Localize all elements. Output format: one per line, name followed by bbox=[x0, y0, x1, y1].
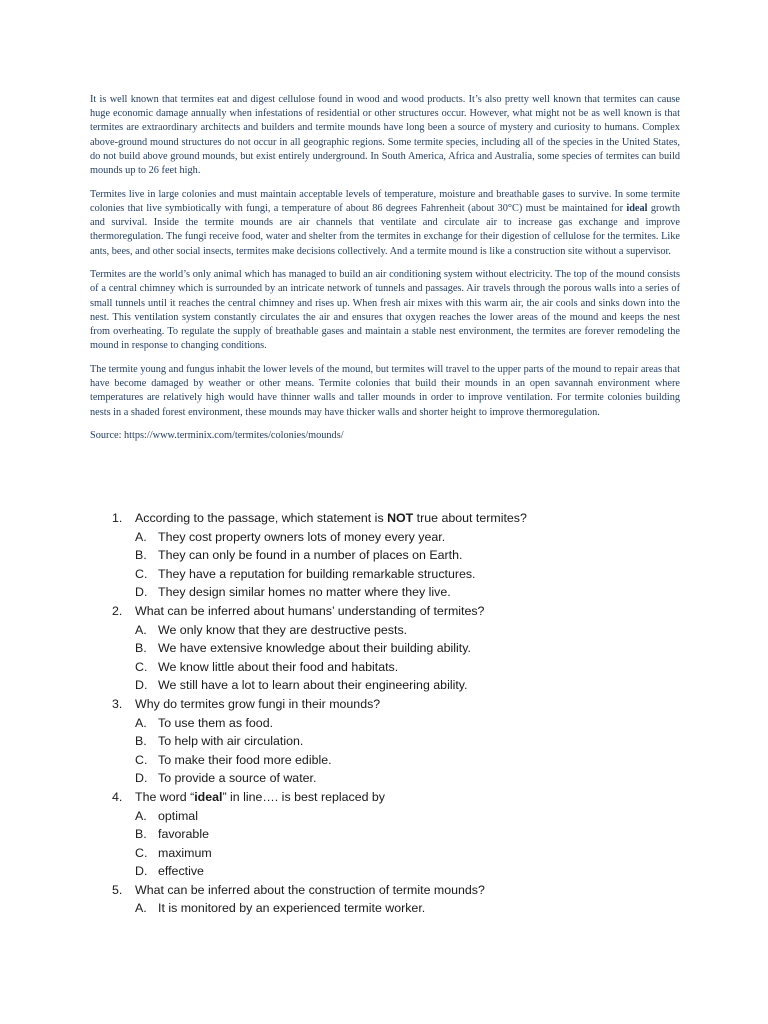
option-letter: C. bbox=[135, 752, 148, 767]
passage-paragraph-1: It is well known that termites eat and digest cellulose found in wood and wood products. It’s also pretty well known that termites can cause huge economic damage annually when infestations of residential or other structures occur. However, what might not be as well known is that termites are extraordinary architects and builders and termite mounds have long been a source of mystery and curiosity to humans. Complex above-ground mound structures do not occur in all geographic regions. Some termite species, including all of the species in the United States, do not build above ground mounds, but exist entirely underground. In South America, Africa and Australia, some species of termites can build mounds up to 26 feet high. bbox=[90, 94, 680, 177]
question-text-end: true about termites? bbox=[413, 511, 527, 525]
option-text: They have a reputation for building remarkable structures. bbox=[158, 566, 476, 581]
option-2d[interactable] bbox=[112, 676, 672, 695]
option-text: To provide a source of water. bbox=[158, 771, 317, 786]
option-1b[interactable] bbox=[112, 546, 672, 565]
option-text: optimal bbox=[158, 808, 198, 823]
option-text: We know little about their food and habitats. bbox=[158, 659, 399, 674]
passage-paragraph-4: The termite young and fungus inhabit the lower levels of the mound, but termites will travel to the upper parts of the mound to repair areas that have become damaged by weather or other means. Termite colonies that build their mounds in an open savannah environment where temperatures are relatively high would have thinner walls and taller mounds in order to improve ventilation. For termite colonies building nests in a shaded forest environment, these mounds may have thicker walls and shorter height to improve thermoregulation. bbox=[90, 363, 680, 418]
option-3a[interactable] bbox=[112, 714, 672, 733]
option-4a[interactable] bbox=[112, 807, 672, 826]
option-letter: D. bbox=[135, 678, 148, 693]
option-text: They design similar homes no matter where they live. bbox=[158, 585, 451, 600]
option-text: We have extensive knowledge about their building ability. bbox=[158, 641, 471, 656]
reading-passage bbox=[90, 93, 680, 453]
option-4b[interactable] bbox=[112, 825, 672, 844]
question-text: Why do termites grow fungi in their mounds? bbox=[135, 696, 381, 711]
passage-source: Source: https://www.terminix.com/termites/colonies/mounds/ bbox=[90, 430, 344, 442]
passage-paragraph-3: Termites are the world’s only animal which has managed to build an air conditioning system without electricity. The top of the mound consists of a central chimney which is surrounded by an intricate network of tunnels and passages. Air travels through the porous walls into a series of small tunnels until it reaches the central chimney and rises up. When fresh air mixes with this warm air, the air cools and sinks down into the nest. This ventilation system constantly circulates the air and ensures that oxygen reaches the lower areas of the mound and keeps the nest from overheating. To regulate the supply of breathable gases and maintain a stable nest environment, the termites are forever remodeling the mound in response to changing conditions. bbox=[90, 269, 680, 352]
question-2 bbox=[112, 602, 672, 621]
option-5a[interactable] bbox=[112, 899, 672, 918]
question-text bbox=[135, 509, 527, 528]
question-text-start: The word “ bbox=[135, 789, 195, 804]
question-text-start: According to the passage, which statement is bbox=[135, 511, 388, 525]
passage-paragraph-2 bbox=[90, 188, 680, 259]
passage-paragraph-2-start: Termites live in large colonies and must maintain acceptable levels of temperature, moisture and breathable gases to survive. In some termite colonies that live symbiotically with fungi, a temperature of about 86 degrees Fahrenheit (about 30°C) must be maintained for bbox=[90, 188, 680, 214]
question-4 bbox=[112, 788, 672, 807]
question-5 bbox=[112, 881, 672, 900]
option-letter: C. bbox=[135, 566, 148, 581]
option-1c[interactable] bbox=[112, 565, 672, 584]
passage-paragraph-2-end: growth and survival. Inside the termite mounds are air channels that ventilate and circulate air to increase gas exchange and improve thermoregulation. The fungi receive food, water and shelter from the termites in exchange for their digestion of cellulose for the termites. Like ants, bees, and other social insects, termites make decisions collectively. And a termite mound is like a construction site without a supervisor. bbox=[90, 202, 680, 257]
option-letter: D. bbox=[135, 771, 148, 786]
option-letter: B. bbox=[135, 641, 147, 656]
question-number: 3. bbox=[112, 696, 123, 711]
question-text-bold: ideal bbox=[194, 789, 223, 804]
option-letter: D. bbox=[135, 864, 148, 879]
option-text: favorable bbox=[158, 827, 209, 842]
option-text: It is monitored by an experienced termite worker. bbox=[158, 901, 426, 916]
question-text: What can be inferred about humans’ understanding of termites? bbox=[135, 603, 485, 618]
option-text: We only know that they are destructive pests. bbox=[158, 622, 408, 637]
question-number: 1. bbox=[112, 511, 123, 525]
question-1 bbox=[112, 509, 672, 528]
option-letter: B. bbox=[135, 548, 147, 563]
option-1d[interactable] bbox=[112, 583, 672, 602]
option-text: To use them as food. bbox=[158, 715, 274, 730]
question-text-bold: NOT bbox=[387, 511, 414, 525]
question-text-end: ” in line…. is best replaced by bbox=[222, 789, 385, 804]
option-letter: A. bbox=[135, 808, 147, 823]
option-text: To make their food more edible. bbox=[158, 752, 332, 767]
option-text: To help with air circulation. bbox=[158, 734, 304, 749]
option-2b[interactable] bbox=[112, 639, 672, 658]
option-text: We still have a lot to learn about their engineering ability. bbox=[158, 678, 468, 693]
option-letter: A. bbox=[135, 715, 147, 730]
question-text bbox=[135, 788, 385, 807]
option-3b[interactable] bbox=[112, 732, 672, 751]
option-2c[interactable] bbox=[112, 658, 672, 677]
option-letter: A. bbox=[135, 901, 147, 916]
option-letter: B. bbox=[135, 734, 147, 749]
option-letter: C. bbox=[135, 659, 148, 674]
question-number: 5. bbox=[112, 882, 123, 897]
option-text: maximum bbox=[158, 845, 212, 860]
option-text: They can only be found in a number of places on Earth. bbox=[158, 548, 463, 563]
option-2a[interactable] bbox=[112, 621, 672, 640]
option-text: effective bbox=[158, 864, 204, 879]
option-text: They cost property owners lots of money every year. bbox=[158, 529, 446, 544]
option-4c[interactable] bbox=[112, 844, 672, 863]
option-3d[interactable] bbox=[112, 769, 672, 788]
option-1a[interactable] bbox=[112, 528, 672, 547]
question-text: What can be inferred about the construction of termite mounds? bbox=[135, 882, 485, 897]
option-letter: A. bbox=[135, 622, 147, 637]
option-4d[interactable] bbox=[112, 862, 672, 881]
question-3 bbox=[112, 695, 672, 714]
option-letter: D. bbox=[135, 585, 148, 600]
option-letter: B. bbox=[135, 827, 147, 842]
question-number: 4. bbox=[112, 789, 123, 804]
option-letter: C. bbox=[135, 845, 148, 860]
question-number: 2. bbox=[112, 603, 123, 618]
option-letter: A. bbox=[135, 529, 147, 544]
option-3c[interactable] bbox=[112, 751, 672, 770]
question-list bbox=[112, 509, 672, 918]
ideal-bold-word: ideal bbox=[626, 202, 648, 214]
